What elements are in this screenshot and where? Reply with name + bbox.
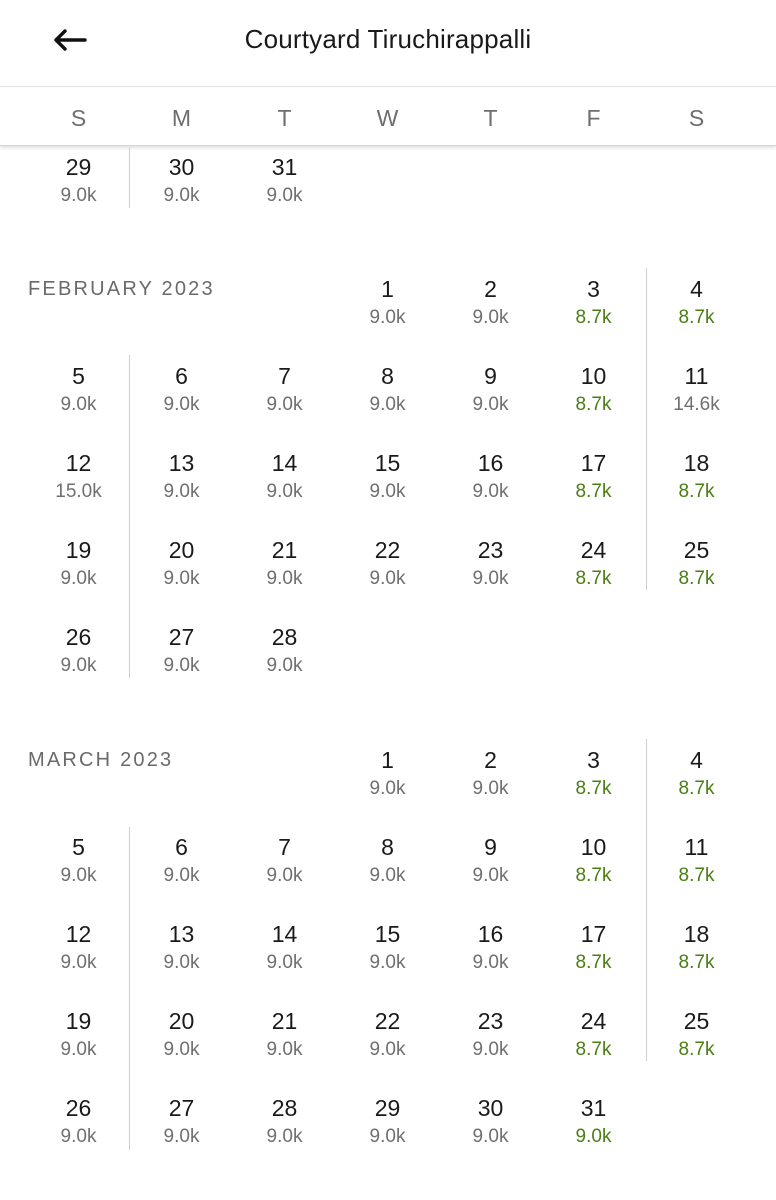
day-price: 9.0k — [472, 778, 509, 799]
calendar-day[interactable] — [27, 359, 130, 439]
day-price: 8.7k — [678, 568, 715, 589]
day-number: 11 — [684, 363, 709, 389]
calendar-day[interactable] — [645, 359, 748, 439]
day-number: 2 — [484, 276, 497, 302]
day-number: 2 — [484, 747, 497, 773]
day-price: 8.7k — [575, 952, 612, 973]
day-price: 9.0k — [60, 655, 97, 676]
calendar-day[interactable] — [336, 533, 439, 613]
calendar-day[interactable] — [336, 743, 439, 823]
day-price: 8.7k — [575, 394, 612, 415]
calendar-day[interactable] — [439, 272, 542, 352]
day-price: 8.7k — [575, 307, 612, 328]
calendar-day[interactable] — [439, 743, 542, 823]
day-price: 9.0k — [60, 952, 97, 973]
day-number: 7 — [278, 363, 291, 389]
day-price: 9.0k — [266, 568, 303, 589]
day-number: 24 — [580, 1008, 607, 1034]
calendar-day[interactable] — [645, 446, 748, 526]
day-number: 1 — [381, 276, 394, 302]
calendar-day[interactable] — [336, 917, 439, 997]
day-number: 12 — [65, 921, 92, 947]
calendar-day[interactable] — [233, 446, 336, 526]
day-price: 9.0k — [369, 568, 406, 589]
day-price: 9.0k — [163, 865, 200, 886]
weekday-label: M — [171, 105, 192, 131]
calendar-day[interactable] — [336, 359, 439, 439]
day-price: 9.0k — [472, 568, 509, 589]
day-number: 19 — [65, 537, 92, 563]
day-price: 9.0k — [163, 394, 200, 415]
day-price: 8.7k — [678, 481, 715, 502]
day-number: 8 — [381, 834, 394, 860]
day-number: 4 — [690, 747, 703, 773]
calendar-day[interactable] — [27, 1091, 130, 1171]
day-number: 21 — [271, 537, 298, 563]
day-price: 9.0k — [266, 1039, 303, 1060]
calendar-day[interactable] — [336, 830, 439, 910]
day-price: 8.7k — [678, 307, 715, 328]
day-number: 29 — [65, 154, 92, 180]
day-price: 9.0k — [60, 394, 97, 415]
calendar-day[interactable] — [27, 917, 130, 997]
day-price: 15.0k — [55, 481, 102, 502]
day-price: 9.0k — [369, 307, 406, 328]
weekday-label: F — [586, 105, 601, 131]
day-price: 9.0k — [266, 865, 303, 886]
day-number: 6 — [175, 363, 188, 389]
day-number: 15 — [374, 450, 401, 476]
calendar-day[interactable] — [439, 533, 542, 613]
day-price: 9.0k — [369, 481, 406, 502]
calendar-day[interactable] — [233, 1091, 336, 1171]
calendar-day[interactable] — [439, 446, 542, 526]
day-price: 9.0k — [163, 1039, 200, 1060]
day-number: 22 — [374, 537, 401, 563]
calendar-day[interactable] — [336, 1091, 439, 1171]
day-number: 10 — [580, 834, 607, 860]
day-number: 9 — [484, 363, 497, 389]
calendar-day[interactable] — [130, 830, 233, 910]
weekday-label: T — [277, 105, 292, 131]
day-price: 9.0k — [266, 394, 303, 415]
day-number: 11 — [684, 834, 709, 860]
month-label: FEBRUARY 2023 — [28, 278, 215, 300]
day-price: 9.0k — [472, 1039, 509, 1060]
calendar-day[interactable] — [233, 917, 336, 997]
day-price: 8.7k — [575, 865, 612, 886]
day-price: 9.0k — [266, 1126, 303, 1147]
day-number: 29 — [374, 1095, 401, 1121]
day-price: 9.0k — [163, 1126, 200, 1147]
day-number: 3 — [587, 276, 600, 302]
day-price: 9.0k — [266, 481, 303, 502]
day-number: 16 — [477, 450, 504, 476]
day-number: 12 — [65, 450, 92, 476]
day-price: 8.7k — [575, 1039, 612, 1060]
day-price: 9.0k — [472, 865, 509, 886]
day-price: 8.7k — [678, 865, 715, 886]
day-price: 9.0k — [369, 394, 406, 415]
calendar-day[interactable] — [645, 743, 748, 823]
calendar-day[interactable] — [542, 446, 645, 526]
calendar-day[interactable] — [233, 830, 336, 910]
day-price: 8.7k — [678, 952, 715, 973]
day-price: 9.0k — [472, 952, 509, 973]
weekday-label: S — [688, 105, 705, 131]
day-price: 9.0k — [369, 952, 406, 973]
calendar-day[interactable] — [130, 1091, 233, 1171]
day-number: 13 — [168, 450, 195, 476]
day-number: 16 — [477, 921, 504, 947]
day-number: 27 — [168, 624, 195, 650]
day-number: 5 — [72, 834, 85, 860]
day-number: 14 — [271, 450, 298, 476]
day-number: 13 — [168, 921, 195, 947]
calendar-day[interactable] — [542, 1004, 645, 1084]
calendar-day[interactable] — [645, 1004, 748, 1084]
calendar-day[interactable] — [336, 1004, 439, 1084]
day-number: 1 — [381, 747, 394, 773]
day-price: 9.0k — [60, 185, 97, 206]
weekday-label: T — [483, 105, 498, 131]
day-price: 9.0k — [369, 778, 406, 799]
week-divider — [129, 827, 130, 1150]
day-number: 15 — [374, 921, 401, 947]
calendar-day[interactable] — [542, 743, 645, 823]
day-price: 9.0k — [60, 1039, 97, 1060]
day-price: 9.0k — [163, 185, 200, 206]
day-number: 8 — [381, 363, 394, 389]
day-price: 9.0k — [266, 952, 303, 973]
day-number: 10 — [580, 363, 607, 389]
day-price: 9.0k — [60, 1126, 97, 1147]
day-number: 26 — [65, 624, 92, 650]
calendar-day[interactable] — [27, 446, 130, 526]
calendar-day[interactable] — [27, 620, 130, 700]
page-title: Courtyard Tiruchirappalli — [244, 24, 532, 54]
calendar-day[interactable] — [645, 917, 748, 997]
day-number: 3 — [587, 747, 600, 773]
calendar-day[interactable] — [439, 917, 542, 997]
day-price: 9.0k — [163, 568, 200, 589]
day-price: 9.0k — [60, 865, 97, 886]
calendar-day[interactable] — [542, 272, 645, 352]
calendar-day[interactable] — [439, 1004, 542, 1084]
calendar-day[interactable] — [130, 1004, 233, 1084]
day-price: 9.0k — [472, 307, 509, 328]
calendar-day[interactable] — [27, 533, 130, 613]
day-price: 14.6k — [673, 394, 720, 415]
day-number: 28 — [271, 1095, 298, 1121]
calendar-day[interactable] — [27, 1004, 130, 1084]
calendar-day[interactable] — [645, 830, 748, 910]
calendar-day[interactable] — [542, 1091, 645, 1171]
day-price: 9.0k — [266, 185, 303, 206]
day-price: 9.0k — [575, 1126, 612, 1147]
day-number: 23 — [477, 537, 504, 563]
day-number: 5 — [72, 363, 85, 389]
week-divider — [646, 268, 647, 590]
calendar-day[interactable] — [542, 359, 645, 439]
day-number: 6 — [175, 834, 188, 860]
day-number: 20 — [168, 1008, 195, 1034]
day-price: 8.7k — [575, 568, 612, 589]
day-number: 25 — [683, 1008, 710, 1034]
calendar-day[interactable] — [542, 830, 645, 910]
day-number: 19 — [65, 1008, 92, 1034]
calendar-day[interactable] — [130, 359, 233, 439]
calendar-day[interactable] — [27, 830, 130, 910]
day-price: 8.7k — [575, 481, 612, 502]
day-price: 9.0k — [472, 1126, 509, 1147]
day-number: 20 — [168, 537, 195, 563]
month-label: MARCH 2023 — [28, 749, 174, 771]
day-price: 9.0k — [369, 1039, 406, 1060]
day-number: 25 — [683, 537, 710, 563]
day-number: 17 — [580, 921, 607, 947]
day-number: 18 — [683, 450, 710, 476]
day-price: 9.0k — [472, 481, 509, 502]
calendar-day[interactable] — [439, 359, 542, 439]
calendar-day[interactable] — [233, 620, 336, 700]
week-divider — [129, 148, 130, 208]
day-price: 9.0k — [163, 952, 200, 973]
day-price: 9.0k — [163, 655, 200, 676]
week-divider — [646, 739, 647, 1061]
calendar-day[interactable] — [336, 272, 439, 352]
calendar-day[interactable] — [336, 446, 439, 526]
calendar-day[interactable] — [130, 150, 233, 230]
day-number: 24 — [580, 537, 607, 563]
day-price: 9.0k — [266, 655, 303, 676]
calendar-day[interactable] — [130, 620, 233, 700]
calendar-day[interactable] — [439, 1091, 542, 1171]
day-number: 22 — [374, 1008, 401, 1034]
day-number: 31 — [271, 154, 298, 180]
app-header — [0, 0, 776, 87]
weekday-header — [0, 87, 776, 146]
day-number: 4 — [690, 276, 703, 302]
day-number: 7 — [278, 834, 291, 860]
day-number: 18 — [683, 921, 710, 947]
day-number: 14 — [271, 921, 298, 947]
day-price: 8.7k — [678, 1039, 715, 1060]
day-number: 17 — [580, 450, 607, 476]
day-price: 9.0k — [472, 394, 509, 415]
calendar-day[interactable] — [233, 1004, 336, 1084]
weekday-label: S — [70, 105, 87, 131]
weekday-label: W — [376, 105, 399, 131]
calendar-day[interactable] — [130, 533, 233, 613]
week-divider — [129, 355, 130, 678]
day-number: 21 — [271, 1008, 298, 1034]
calendar-day[interactable] — [542, 917, 645, 997]
day-number: 30 — [477, 1095, 504, 1121]
day-number: 31 — [580, 1095, 607, 1121]
calendar-day[interactable] — [645, 272, 748, 352]
calendar-day[interactable] — [233, 533, 336, 613]
calendar-day[interactable] — [439, 830, 542, 910]
day-number: 30 — [168, 154, 195, 180]
day-number: 27 — [168, 1095, 195, 1121]
calendar-day[interactable] — [233, 150, 336, 230]
day-price: 9.0k — [369, 1126, 406, 1147]
day-price: 9.0k — [60, 568, 97, 589]
day-number: 23 — [477, 1008, 504, 1034]
day-number: 28 — [271, 624, 298, 650]
day-price: 9.0k — [163, 481, 200, 502]
day-price: 9.0k — [369, 865, 406, 886]
calendar-day[interactable] — [27, 150, 130, 230]
day-number: 9 — [484, 834, 497, 860]
calendar-day[interactable] — [130, 446, 233, 526]
day-price: 8.7k — [678, 778, 715, 799]
day-number: 26 — [65, 1095, 92, 1121]
calendar-day[interactable] — [130, 917, 233, 997]
day-price: 8.7k — [575, 778, 612, 799]
calendar-day[interactable] — [542, 533, 645, 613]
calendar-day[interactable] — [645, 533, 748, 613]
calendar-day[interactable] — [233, 359, 336, 439]
